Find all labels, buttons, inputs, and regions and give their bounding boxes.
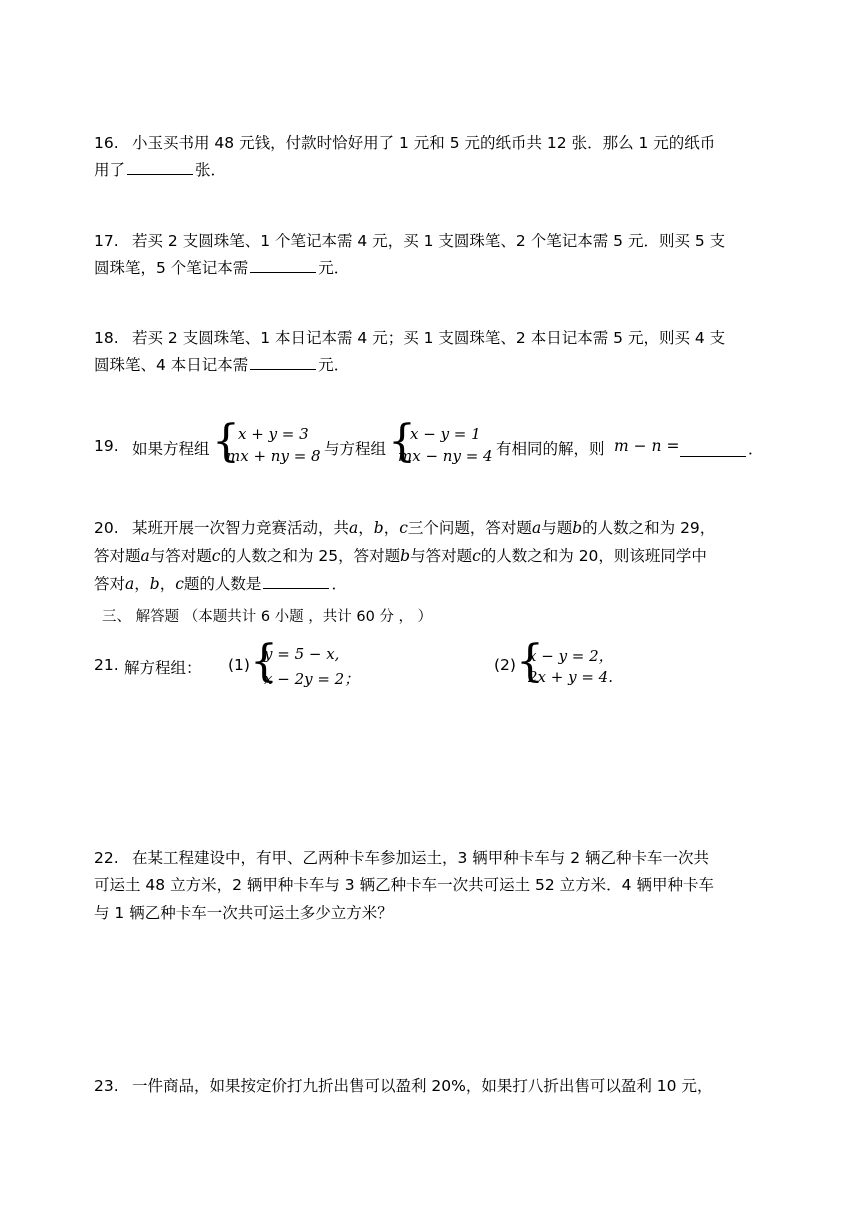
question-text: 小玉买书用 48 元钱，付款时恰好用了 1 元和 5 元的纸币共 12 张．那么 1 元的纸币	[132, 134, 716, 152]
equation: 2x + y = 4.	[528, 668, 613, 686]
answer-blank[interactable]	[680, 442, 746, 457]
punctuation: ，	[134, 575, 150, 593]
question-text: 可运土 48 立方米，2 辆甲种卡车与 3 辆乙种卡车一次共可运土 52 立方米．4 辆甲种卡车	[94, 876, 714, 894]
question-text: 有相同的解，则	[496, 440, 605, 458]
question-16-line-2	[94, 159, 226, 181]
equation: x − 2y = 2；	[264, 670, 360, 688]
left-brace: {	[250, 636, 278, 687]
question-17-line-2	[94, 257, 349, 279]
question-text: 答对题	[94, 547, 141, 565]
question-text: 在某工程建设中，有甲、乙两种卡车参加运土，3 辆甲种卡车与 2 辆乙种卡车一次共	[132, 849, 710, 867]
question-text: 与方程组	[324, 440, 387, 458]
variable: a	[125, 575, 135, 593]
question-text: 与 1 辆乙种卡车一次共可运土多少立方米？	[94, 904, 393, 922]
answer-blank[interactable]	[127, 160, 193, 175]
variable: c	[472, 547, 481, 565]
part-label: (1)	[228, 656, 250, 674]
variable: a	[140, 547, 150, 565]
question-text: 的人数之和为 25，答对题	[220, 547, 401, 565]
question-number: 18.	[94, 329, 119, 347]
equation: x − y = 1	[410, 425, 481, 443]
question-text: 的人数之和为 29，	[582, 519, 716, 537]
variable: b	[572, 519, 583, 537]
punctuation: ，	[383, 519, 400, 537]
question-number: 20.	[94, 519, 119, 537]
question-label: 解方程组：	[124, 659, 202, 677]
variable: c	[211, 547, 221, 565]
equation: mx − ny = 4	[398, 447, 493, 465]
question-text: 与题	[541, 519, 573, 537]
question-text: 用了	[94, 161, 126, 179]
variable: a	[531, 519, 542, 537]
question-text: 的人数之和为 20，则该班同学中	[480, 547, 707, 565]
variable: b	[373, 519, 384, 537]
question-text: 一件商品，如果按定价打九折出售可以盈利 20%，如果打八折出售可以盈利 10 元，	[132, 1077, 713, 1095]
question-text: 元．	[318, 259, 350, 277]
variable: c	[175, 575, 184, 593]
question-22-line-1	[94, 847, 709, 869]
question-text: 圆珠笔、4 本日记本需	[94, 356, 249, 374]
punctuation: ，	[159, 575, 176, 593]
question-text: 答对	[94, 575, 126, 593]
question-text: 张．	[195, 161, 227, 179]
question-text: ．	[748, 440, 764, 458]
question-22-line-2	[94, 874, 714, 896]
equation: mx + ny = 8	[226, 447, 321, 465]
question-18-line-2	[94, 354, 349, 376]
question-number: 22.	[94, 849, 119, 867]
question-20-line-1	[94, 517, 715, 539]
question-number: 21.	[94, 656, 119, 674]
question-text: 三个问题，答对题	[407, 519, 532, 537]
question-text: 题的人数是	[183, 575, 262, 593]
question-text: 某班开展一次智力竞赛活动，共	[132, 519, 350, 537]
question-number: 23.	[94, 1077, 119, 1095]
left-brace: {	[516, 636, 544, 687]
question-text: 与答对题	[149, 547, 212, 565]
question-20-line-3	[94, 573, 347, 595]
question-16-line-1	[94, 132, 715, 154]
question-text: 若买 2 支圆珠笔、1 本日记本需 4 元；买 1 支圆珠笔、2 本日记本需 5 元，则买 4 支	[132, 329, 726, 347]
variable: b	[400, 547, 411, 565]
variable: c	[399, 519, 408, 537]
question-22-line-3	[94, 902, 393, 924]
expression: m − n =	[614, 437, 680, 455]
equation: x − y = 2，	[528, 647, 614, 665]
variable: a	[349, 519, 359, 537]
question-text: 若买 2 支圆珠笔、1 个笔记本需 4 元，买 1 支圆珠笔、2 个笔记本需 5 元．则买 5 支	[132, 232, 726, 250]
question-text: ．	[331, 575, 347, 593]
variable: b	[149, 575, 160, 593]
answer-blank[interactable]	[263, 574, 329, 589]
answer-blank[interactable]	[250, 258, 316, 273]
question-18-line-1	[94, 327, 725, 349]
question-23-line-1	[94, 1075, 712, 1097]
question-number: 17.	[94, 232, 119, 250]
equation: x + y = 3	[238, 425, 309, 443]
equation: y = 5 − x,	[264, 645, 340, 663]
left-brace: {	[212, 416, 240, 467]
question-text: 元．	[318, 356, 350, 374]
question-number: 19.	[94, 437, 119, 455]
punctuation: ，	[358, 519, 374, 537]
answer-blank[interactable]	[250, 355, 316, 370]
section-heading: 三、 解答题 （本题共计 6 小题 ，共计 60 分 ， ）	[102, 609, 433, 625]
question-20-line-2	[94, 545, 707, 567]
left-brace: {	[388, 416, 416, 467]
question-17-line-1	[94, 230, 725, 252]
question-number: 16.	[94, 134, 119, 152]
question-text: 如果方程组	[132, 440, 210, 458]
question-text: 圆珠笔，5 个笔记本需	[94, 259, 249, 277]
part-label: (2)	[494, 656, 516, 674]
question-text: 与答对题	[410, 547, 473, 565]
